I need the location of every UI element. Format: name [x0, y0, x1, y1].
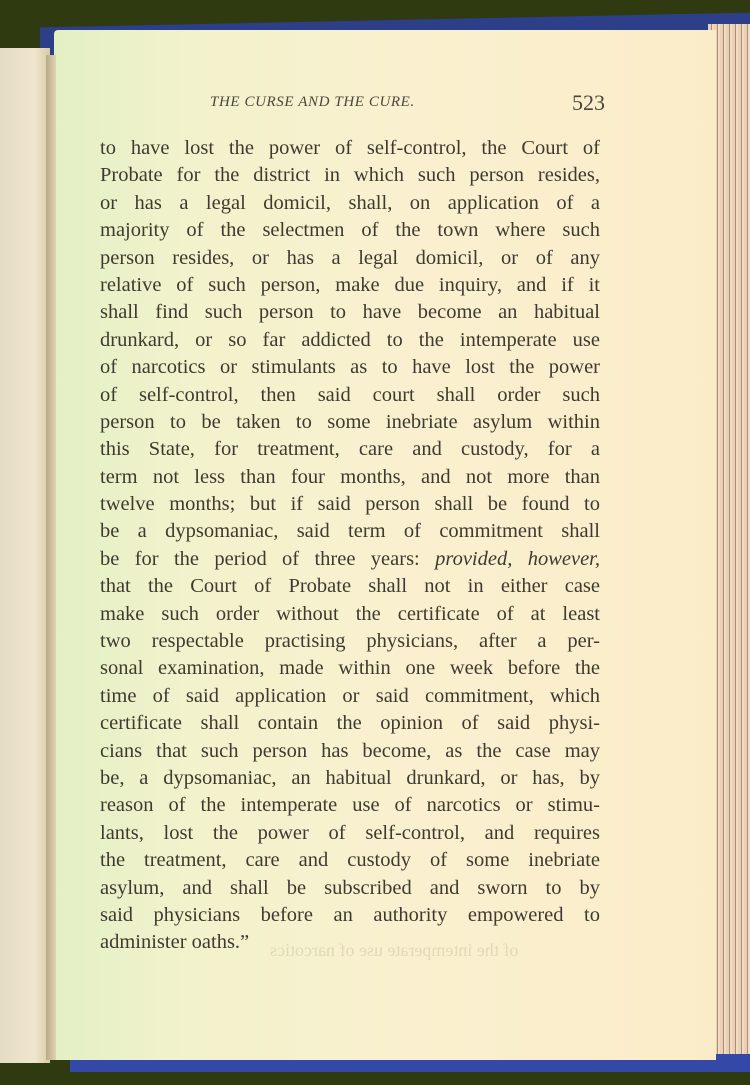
running-title: THE CURSE AND THE CURE.	[210, 94, 415, 110]
text-line: sonal examination, made within one week before the	[100, 657, 600, 680]
text-line-final: administer oaths.”	[100, 931, 250, 954]
text-line: be a dypsomaniac, said term of commitment shall	[100, 520, 600, 543]
text-line: or has a legal domicil, shall, on application of a	[100, 191, 600, 214]
text-line: person resides, or has a legal domicil, or of any	[100, 246, 600, 269]
text-line: reason of the intemperate use of narcotics or stimu-	[100, 794, 600, 817]
text-line: lants, lost the power of self-control, and requires	[100, 821, 600, 844]
text-line: that the Court of Probate shall not in either case	[100, 575, 600, 598]
text-line: of narcotics or stimulants as to have lost the power	[100, 356, 600, 379]
text-line: term not less than four months, and not more than	[100, 465, 600, 488]
page-number: 523	[572, 90, 605, 115]
text-line: said physicians before an authority empowered to	[100, 903, 600, 926]
text-line: Probate for the district in which such person resides,	[100, 164, 600, 187]
text-line-start: be for the period of three years:	[100, 547, 420, 570]
text-line: be, a dypsomaniac, an habitual drunkard, or has, by	[100, 766, 600, 789]
text-line: make such order without the certificate of at least	[100, 602, 600, 625]
text-line: the treatment, care and custody of some inebriate	[100, 849, 600, 872]
text-line: two respectable practising physicians, after a per-	[100, 630, 600, 653]
text-line: drunkard, or so far addicted to the intemperate use	[100, 328, 600, 351]
text-line: person to be taken to some inebriate asylum within	[100, 410, 600, 433]
text-line: shall find such person to have become an habitual	[100, 301, 600, 324]
text-line: of self-control, then said court shall order such	[100, 383, 600, 406]
show-through-text: of the intemperate use of narcotics	[270, 940, 519, 960]
text-line: asylum, and shall be subscribed and sworn to by	[100, 876, 600, 899]
text-line: time of said application or said commitment, which	[100, 684, 600, 707]
book-gutter	[46, 55, 56, 1060]
italic-phrase: provided, however,	[435, 547, 600, 570]
text-line: certificate shall contain the opinion of said physi-	[100, 712, 600, 735]
text-line: twelve months; but if said person shall be found to	[100, 493, 600, 516]
text-line-with-italic	[100, 546, 600, 573]
facing-page-edge	[0, 48, 50, 1063]
text-line: this State, for treatment, care and custody, for a	[100, 438, 600, 461]
running-head	[210, 92, 605, 116]
text-line: majority of the selectmen of the town where such	[100, 219, 600, 242]
body-text	[100, 135, 600, 957]
text-line: relative of such person, make due inquiry, and if it	[100, 273, 600, 296]
text-line: to have lost the power of self-control, the Court of	[100, 137, 600, 159]
text-line: cians that such person has become, as the case may	[100, 739, 600, 762]
